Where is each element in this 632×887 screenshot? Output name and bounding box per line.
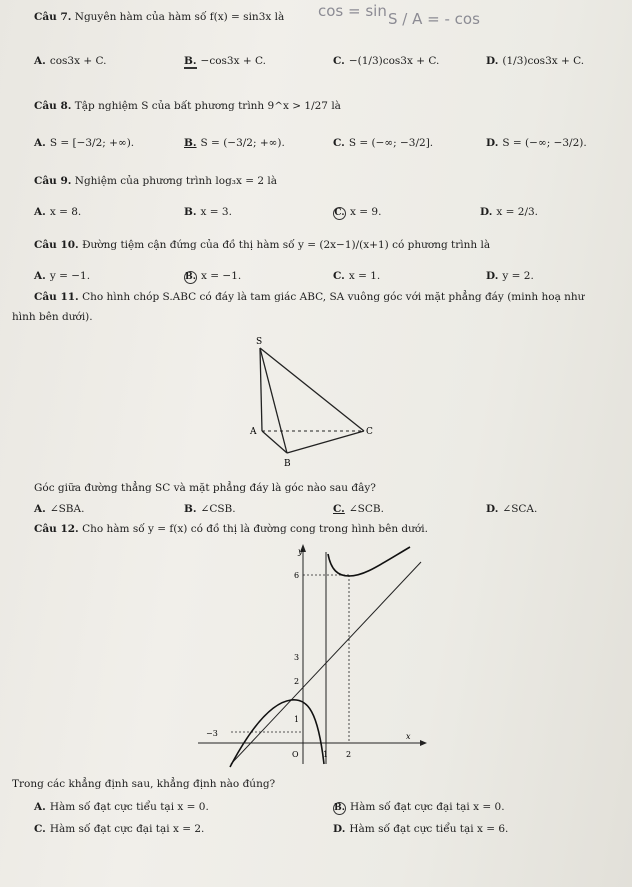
q12-option-c[interactable] <box>34 823 204 835</box>
q7-option-a[interactable] <box>34 55 106 67</box>
q12-option-a-text: Hàm số đạt cực tiểu tại x = 0. <box>49 801 209 813</box>
q12-option-a-label: A. <box>34 801 46 813</box>
q7-option-a-label: A. <box>34 55 46 67</box>
tick-label-2: 2 <box>294 677 300 686</box>
q11-question: Góc giữa đường thẳng SC và mặt phẳng đáy là góc nào sau đây? <box>34 482 376 494</box>
x-axis-arrow <box>420 740 427 746</box>
q11-option-c-text: ∠SCB. <box>348 503 384 515</box>
q11-pyramid-figure <box>220 333 373 475</box>
tick-label-6: 6 <box>294 571 300 580</box>
edge-SB <box>260 348 287 453</box>
q12-label: Câu 12. <box>34 523 79 535</box>
q9-option-c-text: x = 9. <box>350 206 382 218</box>
q10-option-c-text: x = 1. <box>348 270 381 282</box>
q12-option-b-label: B. <box>334 803 345 813</box>
q8-option-c-text: S = (−∞; −3/2]. <box>348 137 434 149</box>
scribble-top-2: S / A = - cos <box>388 10 480 28</box>
q12-option-d[interactable] <box>333 823 508 835</box>
q9-option-a[interactable] <box>34 206 81 218</box>
q12-stem <box>34 523 428 535</box>
q11-option-a[interactable] <box>34 503 84 515</box>
vertex-label-b: B <box>284 459 291 469</box>
y-axis-label: y <box>298 547 303 556</box>
edge-AB <box>262 431 287 453</box>
q12-option-b[interactable] <box>333 801 505 815</box>
scribble-top-1: cos = sin <box>318 2 387 20</box>
q8-option-d[interactable] <box>486 137 587 149</box>
q7-label: Câu 7. <box>34 11 72 23</box>
q11-option-a-label: A. <box>34 503 46 515</box>
q7-option-c-text: −(1/3)cos3x + C. <box>348 55 440 67</box>
q8-option-a-label: A. <box>34 137 46 149</box>
x-axis-label: x <box>406 732 411 741</box>
q7-stem <box>34 11 284 23</box>
curve-right-branch <box>328 547 410 576</box>
edge-BC <box>287 431 364 453</box>
q8-option-c-label: C. <box>333 137 345 149</box>
q8-option-d-label: D. <box>486 137 499 149</box>
q10-text: Đường tiệm cận đứng của đồ thị hàm số y = (2x−1)/(x+1) có phương trình là <box>82 239 491 251</box>
q9-option-d-text: x = 2/3. <box>496 206 539 218</box>
q9-option-c[interactable] <box>333 206 381 220</box>
q10-option-b-text: x = −1. <box>201 270 242 282</box>
q10-option-c-label: C. <box>333 270 345 282</box>
tick-label-1: 1 <box>294 715 300 724</box>
q8-text: Tập nghiệm S của bất phương trình 9^x > 1/27 là <box>74 100 341 112</box>
q8-option-a-text: S = [−3/2; +∞). <box>49 137 135 149</box>
q9-option-d-label: D. <box>480 206 493 218</box>
q10-option-d[interactable] <box>486 270 534 282</box>
q11-option-d-label: D. <box>486 503 499 515</box>
q8-stem <box>34 100 341 112</box>
q8-option-d-text: S = (−∞; −3/2). <box>502 137 587 149</box>
q7-option-c-label: C. <box>333 55 345 67</box>
q12-option-c-label: C. <box>34 823 46 835</box>
tick-label-3: 3 <box>294 653 300 662</box>
q9-stem <box>34 175 277 187</box>
q12-option-b-text: Hàm số đạt cực đại tại x = 0. <box>350 801 505 813</box>
q11-label: Câu 11. <box>34 291 79 303</box>
q8-label: Câu 8. <box>34 100 72 112</box>
tick-label-minus3: −3 <box>206 729 218 738</box>
q7-option-d-label: D. <box>486 55 499 67</box>
q7-option-b-text: −cos3x + C. <box>200 55 266 67</box>
q11-option-b[interactable] <box>184 503 236 515</box>
q12-option-d-text: Hàm số đạt cực tiểu tại x = 6. <box>349 823 509 835</box>
q10-option-a-text: y = −1. <box>49 270 91 282</box>
q11-option-d[interactable] <box>486 503 537 515</box>
q7-option-c[interactable] <box>333 55 439 67</box>
curve-left-branch <box>230 700 324 767</box>
q10-option-a-label: A. <box>34 270 46 282</box>
q8-option-a[interactable] <box>34 137 134 149</box>
tick-label-x1: 1 <box>323 750 329 759</box>
q12-question: Trong các khẳng định sau, khẳng định nào đúng? <box>12 778 276 790</box>
q7-text: Nguyên hàm của hàm số f(x) = sin3x là <box>74 11 285 23</box>
q12-option-c-text: Hàm số đạt cực đại tại x = 2. <box>49 823 205 835</box>
q7-option-d-text: (1/3)cos3x + C. <box>502 55 585 67</box>
q11-option-d-text: ∠SCA. <box>502 503 538 515</box>
tick-label-x2: 2 <box>346 750 352 759</box>
q9-option-b-label: B. <box>184 206 197 218</box>
q12-function-graph <box>196 542 428 770</box>
vertex-label-s: S <box>256 337 263 347</box>
q11-option-a-text: ∠SBA. <box>49 503 85 515</box>
edge-SA <box>260 348 262 431</box>
origin-label: O <box>292 750 299 759</box>
q10-option-b-label: B. <box>185 272 196 282</box>
q11-option-b-label: B. <box>184 503 197 515</box>
q10-option-b[interactable] <box>184 270 241 284</box>
q9-option-a-label: A. <box>34 206 46 218</box>
q8-option-b-text: S = (−3/2; +∞). <box>200 137 285 149</box>
q7-option-d[interactable] <box>486 55 584 67</box>
vertex-label-a: A <box>250 427 257 437</box>
q10-option-d-text: y = 2. <box>502 270 534 282</box>
q9-option-a-text: x = 8. <box>49 206 82 218</box>
q11-option-c[interactable] <box>333 503 384 515</box>
q12-text: Cho hàm số y = f(x) có đồ thị là đường cong trong hình bên dưới. <box>82 523 428 535</box>
q9-label: Câu 9. <box>34 175 72 187</box>
q10-option-a[interactable] <box>34 270 90 282</box>
q10-stem <box>34 239 490 251</box>
q7-option-a-text: cos3x + C. <box>49 55 107 67</box>
q11-stem <box>34 291 584 303</box>
q7-option-b-label: B. <box>184 55 197 67</box>
q9-option-b[interactable] <box>184 206 232 218</box>
q11-option-c-label: C. <box>333 503 345 515</box>
vertex-label-c: C <box>366 427 373 437</box>
edge-SC <box>260 348 364 431</box>
q8-option-c[interactable] <box>333 137 433 149</box>
q11-stem-2: hình bên dưới). <box>12 311 93 323</box>
q10-option-d-label: D. <box>486 270 499 282</box>
q10-option-c[interactable] <box>333 270 380 282</box>
q8-option-b[interactable] <box>184 137 285 149</box>
q12-option-d-label: D. <box>333 823 346 835</box>
q8-option-b-label: B. <box>184 137 197 149</box>
q9-option-c-label: C. <box>334 208 345 218</box>
q7-option-b[interactable] <box>184 55 266 67</box>
q11-text-1: Cho hình chóp S.ABC có đáy là tam giác ABC, SA vuông góc với mặt phẳng đáy (minh hoạ như <box>82 291 585 303</box>
q9-option-d[interactable] <box>480 206 538 218</box>
q12-option-a[interactable] <box>34 801 209 813</box>
q10-label: Câu 10. <box>34 239 79 251</box>
q11-option-b-text: ∠CSB. <box>200 503 236 515</box>
q9-text: Nghiệm của phương trình log₃x = 2 là <box>74 175 278 187</box>
q9-option-b-text: x = 3. <box>200 206 232 218</box>
